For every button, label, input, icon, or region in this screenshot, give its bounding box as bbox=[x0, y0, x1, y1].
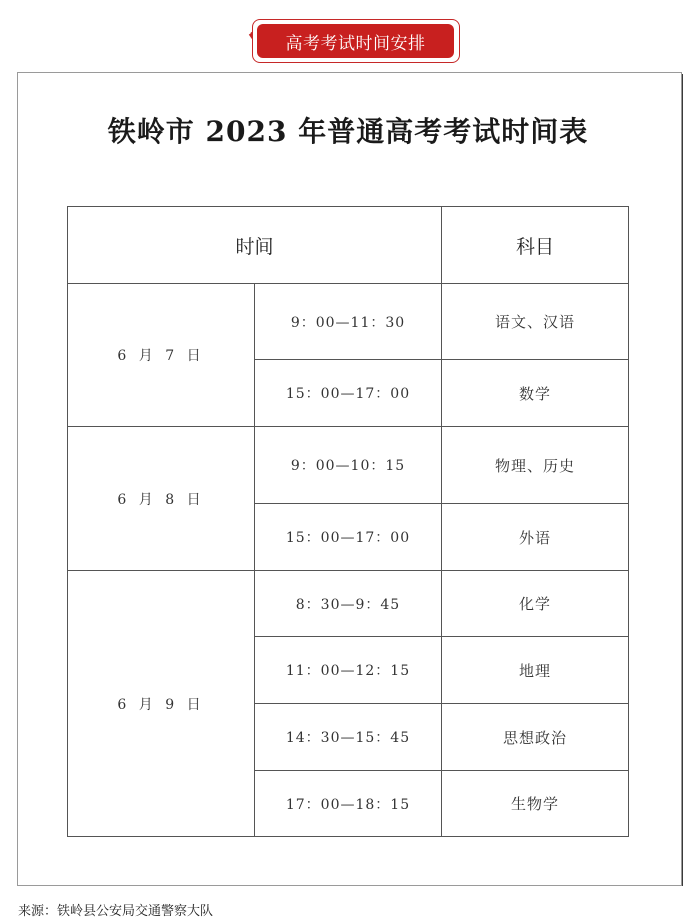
document-title: 铁岭市 2023 年普通高考考试时间表 bbox=[107, 115, 589, 148]
banner-title: 高考考试时间安排 bbox=[257, 24, 454, 58]
table-row bbox=[68, 284, 629, 360]
subject-cell: 物理、历史 bbox=[442, 427, 629, 504]
subject-cell: 思想政治 bbox=[442, 704, 629, 771]
exam-schedule-table bbox=[67, 206, 629, 837]
subject-cell: 地理 bbox=[442, 637, 629, 704]
time-cell: 17：00—18：15 bbox=[255, 771, 442, 837]
time-cell: 15：00—17：00 bbox=[255, 504, 442, 571]
time-cell: 8：30—9：45 bbox=[255, 571, 442, 637]
subject-cell: 化学 bbox=[442, 571, 629, 637]
subject-cell: 外语 bbox=[442, 504, 629, 571]
header-time: 时间 bbox=[68, 207, 442, 284]
date-cell: 6 月 9 日 bbox=[68, 571, 255, 837]
source-credit: 来源：铁岭县公安局交通警察大队 bbox=[18, 904, 214, 919]
time-cell: 15：00—17：00 bbox=[255, 360, 442, 427]
table-header-row bbox=[68, 207, 629, 284]
date-cell: 6 月 8 日 bbox=[68, 427, 255, 571]
table-row bbox=[68, 427, 629, 504]
subject-cell: 数学 bbox=[442, 360, 629, 427]
date-cell: 6 月 7 日 bbox=[68, 284, 255, 427]
subject-cell: 生物学 bbox=[442, 771, 629, 837]
table-row bbox=[68, 571, 629, 637]
time-cell: 9：00—11：30 bbox=[255, 284, 442, 360]
title-banner bbox=[245, 14, 465, 66]
header-subject: 科目 bbox=[442, 207, 629, 284]
time-cell: 14：30—15：45 bbox=[255, 704, 442, 771]
time-cell: 11：00—12：15 bbox=[255, 637, 442, 704]
time-cell: 9：00—10：15 bbox=[255, 427, 442, 504]
subject-cell: 语文、汉语 bbox=[442, 284, 629, 360]
